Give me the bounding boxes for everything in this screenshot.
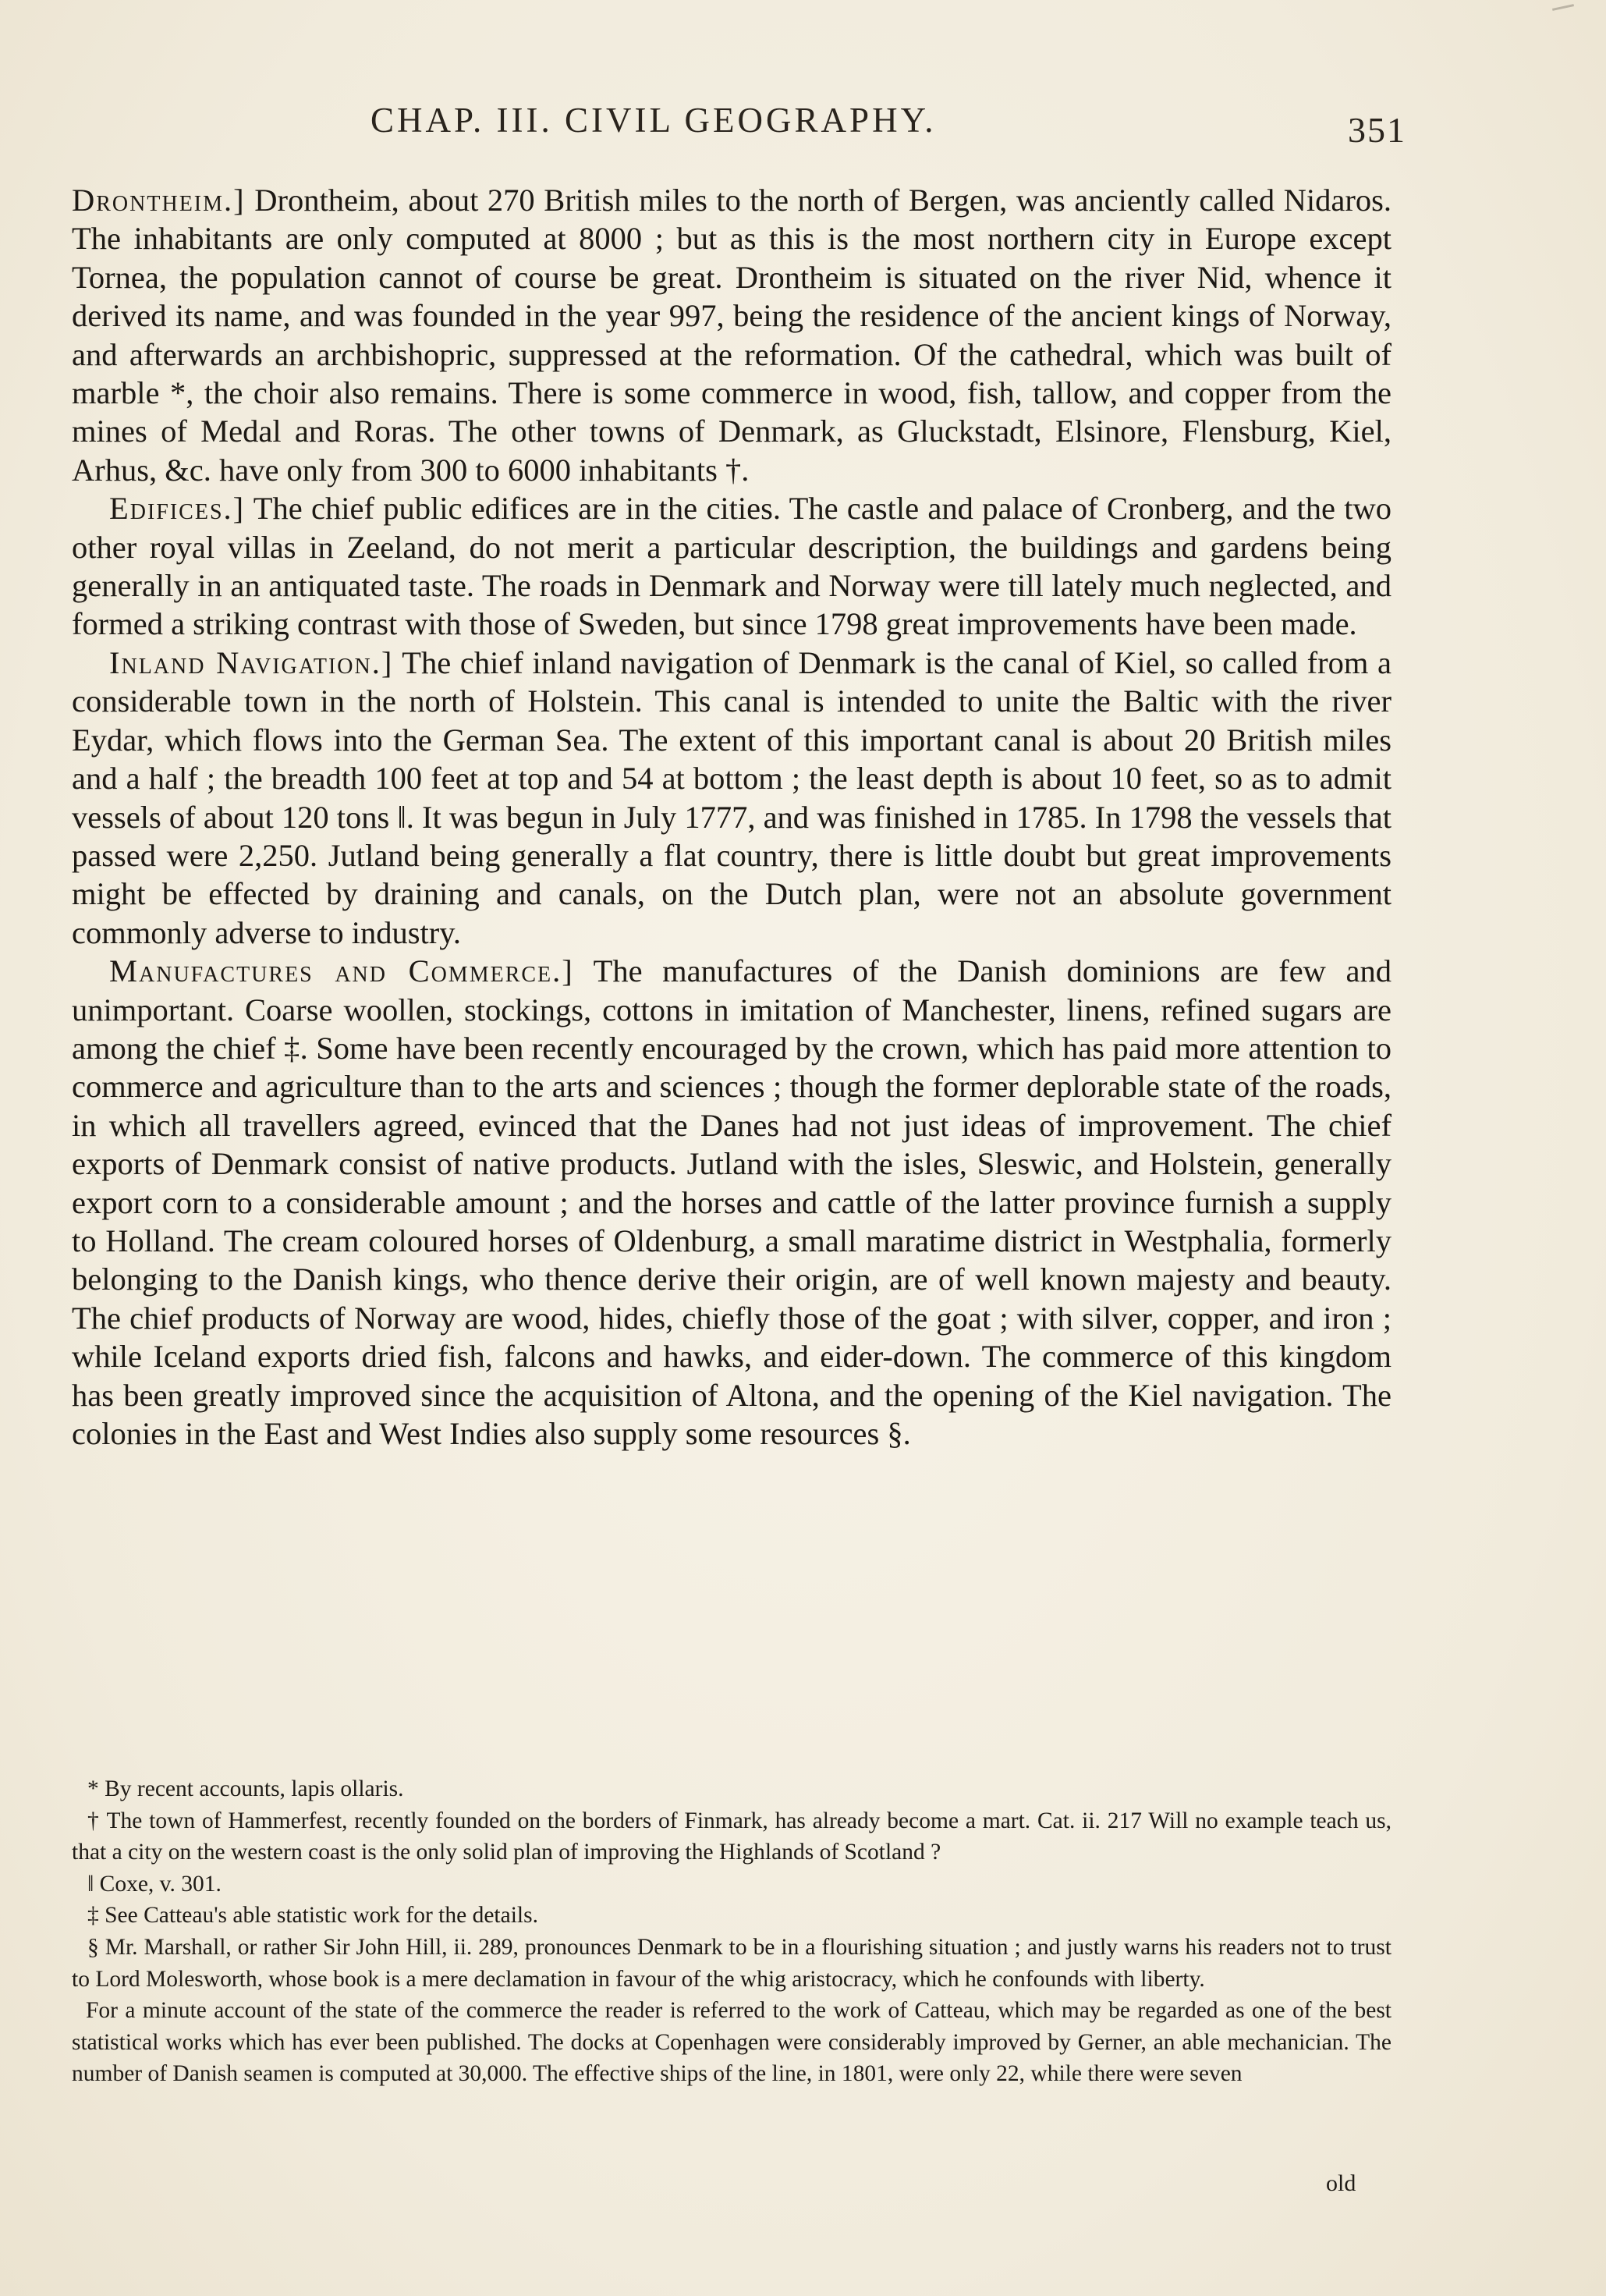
- section-heading-inland-navigation: Inland Navigation.]: [109, 644, 394, 680]
- section-heading-drontheim: Drontheim.]: [72, 183, 246, 218]
- footnote-asterisk: * By recent accounts, lapis ollaris.: [87, 1776, 404, 1801]
- catchword: old: [1326, 2170, 1356, 2196]
- page-corner-mark: [1552, 4, 1574, 11]
- footnote-section: § Mr. Marshall, or rather Sir John Hill, ii. 289, pronounces Denmark to be in a flourishing situation ; and justly warns his readers not to trust to Lord Molesworth, whose book is a mere declamation in favour of the whig aristocracy, which he confounds with liberty.: [72, 1934, 1392, 1992]
- footnotes: [72, 1773, 1392, 2090]
- running-title: CHAP. III. CIVIL GEOGRAPHY.: [370, 101, 937, 140]
- section-heading-edifices: Edifices.]: [109, 491, 246, 527]
- paragraph-edifices: [72, 489, 1392, 644]
- paragraph-inland-navigation-text: The chief inland navigation of Denmark is the canal of Kiel, so called from a considerable town in the north of Holstein. This canal is intended to unite the Baltic with the river Eydar, which flows into the German Sea. The extent of this important canal is about 20 British miles and a half ; the breadth 100 feet at top and 54 at bottom ; the least depth is about 10 feet, so as to admit vessels of about 120 tons ‖. It was begun in July 1777, and was finished in 1785. In 1798 the vessels that passed were 2,250. Jutland being generally a flat country, there is little doubt but great improvements might be effected by draining and canals, on the Dutch plan, were not an absolute government commonly adverse to industry.: [72, 644, 1392, 950]
- footnote-parallel: ‖ Coxe, v. 301.: [87, 1871, 222, 1897]
- footnote-continuation: For a minute account of the state of the commerce the reader is referred to the work of Catteau, which may be regarded as one of the best statistical works which has ever been published. The docks at Copenhagen were considerably improved by Gerner, an able mechanician. The number of Danish seamen is computed at 30,000. The effective ships of the line, in 1801, were only 22, while there were seven: [72, 1998, 1392, 2087]
- footnote-dagger: † The town of Hammerfest, recently founded on the borders of Finmark, has already become a mart. Cat. ii. 217 Will no example teach us, that a city on the western coast is the only solid plan of improving the Highlands of Scotland ?: [72, 1808, 1392, 1865]
- footnote-double-dagger: ‡ See Catteau's able statistic work for the details.: [87, 1903, 538, 1929]
- main-text: [72, 181, 1392, 1453]
- page-number: 351: [1348, 110, 1406, 150]
- paragraph-edifices-text: The chief public edifices are in the cities. The castle and palace of Cronberg, and the two other royal villas in Zeeland, do not merit a particular description, the buildings and gardens being generally in an antiquated taste. The roads in Denmark and Norway were till lately much neglected, and formed a striking contrast with those of Sweden, but since 1798 great improvements have been made.: [72, 491, 1392, 642]
- paragraph-inland-navigation: [72, 644, 1392, 952]
- paragraph-drontheim-text: Drontheim, about 270 British miles to the north of Bergen, was anciently called Nidaros. The inhabitants are only computed at 8000 ; but as this is the most northern city in Europe except Tornea, the population cannot of course be great. Drontheim is situated on the river Nid, whence it derived its name, and was founded in the year 997, being the residence of the ancient kings of Norway, and afterwards an archbishopric, suppressed at the reformation. Of the cathedral, which was built of marble *, the choir also remains. There is some commerce in wood, fish, tallow, and copper from the mines of Medal and Roras. The other towns of Denmark, as Gluckstadt, Elsinore, Flensburg, Kiel, Arhus, &c. have only from 300 to 6000 inhabitants †.: [72, 183, 1392, 488]
- paragraph-drontheim: [72, 181, 1392, 489]
- section-heading-manufactures: Manufactures and Commerce.]: [109, 953, 574, 989]
- paragraph-manufactures: [72, 952, 1392, 1453]
- paragraph-manufactures-text: The manufactures of the Danish dominions are few and unimportant. Coarse woollen, stockings, cottons in imitation of Manchester, linens, refined sugars are among the chief ‡. Some have been recently encouraged by the crown, which has paid more attention to commerce and agriculture than to the arts and sciences ; though the former deplorable state of the roads, in which all travellers agreed, evinced that the Danes had not just ideas of improvement. The chief exports of Denmark consist of native products. Jutland with the isles, Sleswic, and Holstein, generally export corn to a considerable amount ; and the horses and cattle of the latter province furnish a supply to Holland. The cream coloured horses of Oldenburg, a small maratime district in Westphalia, formerly belonging to the Danish kings, who thence derive their origin, are of well known majesty and beauty. The chief products of Norway are wood, hides, chiefly those of the goat ; with silver, copper, and iron ; while Iceland exports dried fish, falcons and hawks, and eider-down. The commerce of this kingdom has been greatly improved since the acquisition of Altona, and the opening of the Kiel navigation. The colonies in the East and West Indies also supply some resources §.: [72, 953, 1392, 1451]
